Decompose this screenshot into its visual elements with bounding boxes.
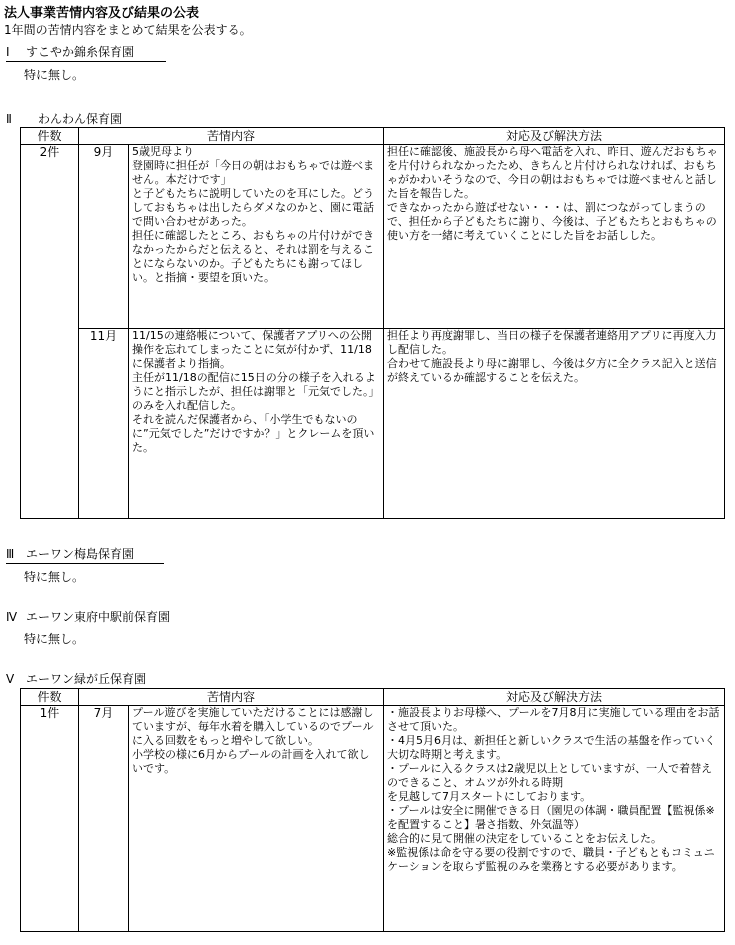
section-number: Ⅱ [6, 112, 12, 126]
response-cell: 担任に確認後、施設長から母へ電話を入れ、昨日、遊んだおもちゃを片付けられなかったため、きちんと片付けられなければ、おもちゃがかわいそうなので、今日の朝はおもちゃでは遊べませんと話した旨を報告した。 できなかったから遊ばせない・・・は、罰につながってしまうので、担任から子どもたちに謝り、今後は、子どもたちとおもちゃの使い方を一緒に考えていくことにした旨をお話しした。 [384, 145, 725, 329]
section-heading-4 [6, 608, 170, 625]
section-name: エーワン梅島保育園 [26, 547, 135, 561]
response-cell: 担任より再度謝罪し、当日の様子を保護者連絡用アプリに再度入力し配信した。 合わせて施設長より母に謝罪し、今後は夕方に全クラス記入と送信が終えているか確認することを伝えた。 [384, 329, 725, 519]
header-response: 対応及び解決方法 [384, 689, 725, 706]
section-number: Ⅲ [6, 547, 15, 561]
section-none-text: 特に無し。 [24, 570, 85, 584]
section-name: エーワン東府中駅前保育園 [26, 610, 171, 624]
section-heading-1 [6, 43, 166, 62]
count-cell: 1件 [21, 706, 79, 932]
section-number: Ⅴ [6, 672, 15, 686]
count-cell: 2件 [21, 145, 79, 519]
month-cell: 11月 [79, 329, 129, 519]
month-cell: 7月 [79, 706, 129, 932]
table-row [21, 145, 725, 329]
complaints-table-5 [20, 688, 725, 932]
table-header-row [21, 128, 725, 145]
section-none-text: 特に無し。 [24, 68, 85, 82]
header-count: 件数 [21, 689, 79, 706]
complaint-content-cell: プール遊びを実施していただけることには感謝していますが、毎年水着を購入しているのでプールに入る回数をもっと増やして欲しい。 小学校の様に6月からプールの計画を入れて欲しいです。 [129, 706, 384, 932]
table-row [21, 329, 725, 519]
section-number: Ⅳ [6, 610, 18, 624]
header-content: 苦情内容 [79, 689, 384, 706]
document-title: 法人事業苦情内容及び結果の公表 [4, 6, 200, 21]
intro-text: 1年間の苦情内容をまとめて結果を公表する。 [4, 23, 252, 37]
month-cell: 9月 [79, 145, 129, 329]
section-name: わんわん保育園 [38, 112, 123, 126]
section-name: すこやか錦糸保育園 [26, 45, 135, 59]
section-heading-2 [6, 110, 122, 127]
complaint-content-cell: 5歳児母より 登園時に担任が「今日の朝はおもちゃでは遊べません。本だけです」 と子どもたちに説明していたのを耳にした。どうしておもちゃは出したらダメなのかと、園に電話で問い合わせがあった。 担任に確認したところ、おもちゃの片付けができなかったからだと伝えると、それは罰を与えることにならないのか。子どもたちにも謝ってほしい。と指摘・要望を頂いた。 [129, 145, 384, 329]
section-none-text: 特に無し。 [24, 632, 85, 646]
table-row [21, 706, 725, 932]
header-count: 件数 [21, 128, 79, 145]
section-heading-5 [6, 670, 146, 687]
header-content: 苦情内容 [79, 128, 384, 145]
table-header-row [21, 689, 725, 706]
response-cell: ・施設長よりお母様へ、プールを7月8月に実施している理由をお話させて頂いた。 ・4月5月6月は、新担任と新しいクラスで生活の基盤を作っていく大切な時期と考えます。 ・プールに入るクラスは2歳児以上としていますが、一人で着替えのできること、オムツが外れる時期 を見越して7月スタートにしております。 ・プールは安全に開催できる日（園児の体調・職員配置【監視係※を配置すること】暑さ指数、外気温等） 総合的に見て開催の決定をしていることをお伝えした。 ※監視係は命を守る要の役割ですので、職員・子どもともコミュニケーションを取らず監視のみを業務とする必要があります。 [384, 706, 725, 932]
complaint-content-cell: 11/15の連絡帳について、保護者アプリへの公開操作を忘れてしまったことに気が付かず、11/18に保護者より指摘。 主任が11/18の配信に15日の分の様子を入れるようにと指示したが、担任は謝罪と「元気でした。」のみを入れ配信した。 それを読んだ保護者から、「小学生でもないのに”元気でした”だけですか？」とクレームを頂いた。 [129, 329, 384, 519]
section-heading-3 [6, 545, 164, 564]
section-number: Ⅰ [6, 45, 10, 59]
section-name: エーワン緑が丘保育園 [26, 672, 147, 686]
header-response: 対応及び解決方法 [384, 128, 725, 145]
complaints-table-2 [20, 127, 725, 519]
